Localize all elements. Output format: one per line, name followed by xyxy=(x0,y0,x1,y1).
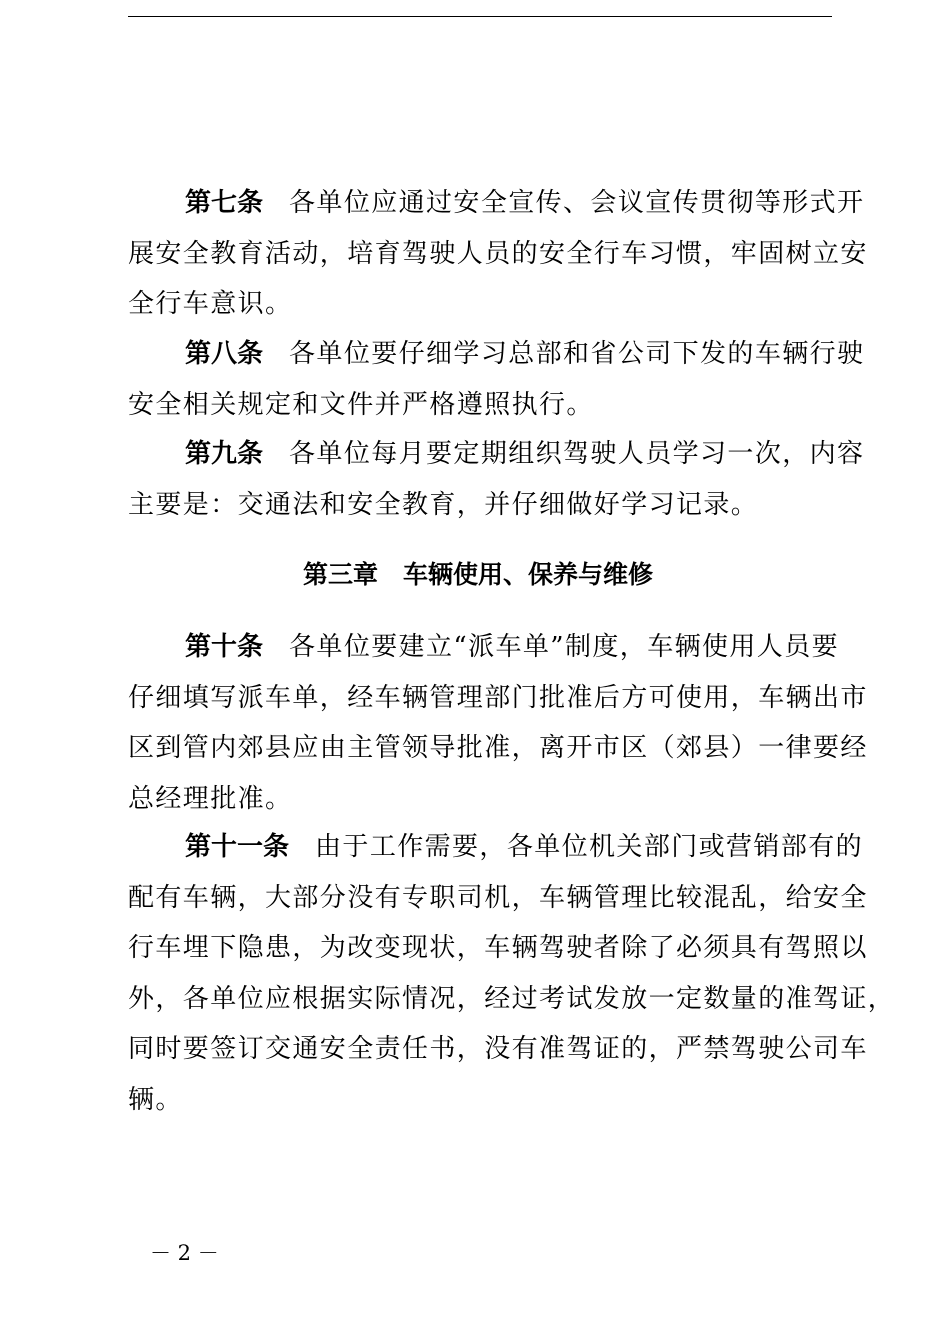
article-11-label: 第十一条 xyxy=(185,832,290,862)
article-8-label: 第八条 xyxy=(185,339,264,369)
article-10-line-4: 总经理批准。 xyxy=(128,783,293,814)
article-11-first-line: 由于工作需要，各单位机关部门或营销部有的 xyxy=(315,832,864,862)
chapter-title: 第三章 车辆使用、保养与维修 xyxy=(302,560,653,589)
article-7 xyxy=(128,178,868,330)
header-rule xyxy=(128,16,832,17)
article-11-line-4: 外，各单位应根据实际情况，经过考试发放一定数量的准驾证， xyxy=(128,983,896,1014)
article-11-line-3: 行车埋下隐患，为改变现状，车辆驾驶者除了必须具有驾照以 xyxy=(128,933,868,963)
page-number: － 2 － xyxy=(150,1241,219,1265)
article-11 xyxy=(128,822,896,1125)
article-9-first-line: 各单位每月要定期组织驾驶人员学习一次，内容 xyxy=(289,439,865,469)
article-7-first-line: 各单位应通过安全宣传、会议宣传贯彻等形式开 xyxy=(289,188,865,218)
article-11-line-5: 同时要签订交通安全责任书，没有准驾证的，严禁驾驶公司车 xyxy=(128,1034,868,1064)
article-10-first-line: 各单位要建立“派车单”制度，车辆使用人员要 xyxy=(289,632,840,662)
article-11-line-2: 配有车辆，大部分没有专职司机，车辆管理比较混乱，给安全 xyxy=(128,882,868,913)
article-7-line-3: 全行车意识。 xyxy=(128,289,293,319)
article-10-line-3: 区到管内郊县应由主管领导批准，离开市区（郊县）一律要经 xyxy=(128,733,868,763)
article-9-label: 第九条 xyxy=(185,439,264,469)
article-8-line-2: 安全相关规定和文件并严格遵照执行。 xyxy=(128,389,594,420)
article-9 xyxy=(128,429,865,530)
article-9-line-2: 主要是：交通法和安全教育，并仔细做好学习记录。 xyxy=(128,489,759,520)
article-7-label: 第七条 xyxy=(185,188,264,218)
article-11-line-6: 辆。 xyxy=(128,1084,183,1115)
article-8 xyxy=(128,329,865,430)
article-10-label: 第十条 xyxy=(185,632,264,662)
article-10 xyxy=(128,622,868,824)
article-7-line-2: 展安全教育活动，培育驾驶人员的安全行车习惯，牢固树立安 xyxy=(128,238,868,269)
article-10-line-2: 仔细填写派车单，经车辆管理部门批准后方可使用，车辆出市 xyxy=(128,682,868,713)
article-8-first-line: 各单位要仔细学习总部和省公司下发的车辆行驶 xyxy=(289,339,865,369)
